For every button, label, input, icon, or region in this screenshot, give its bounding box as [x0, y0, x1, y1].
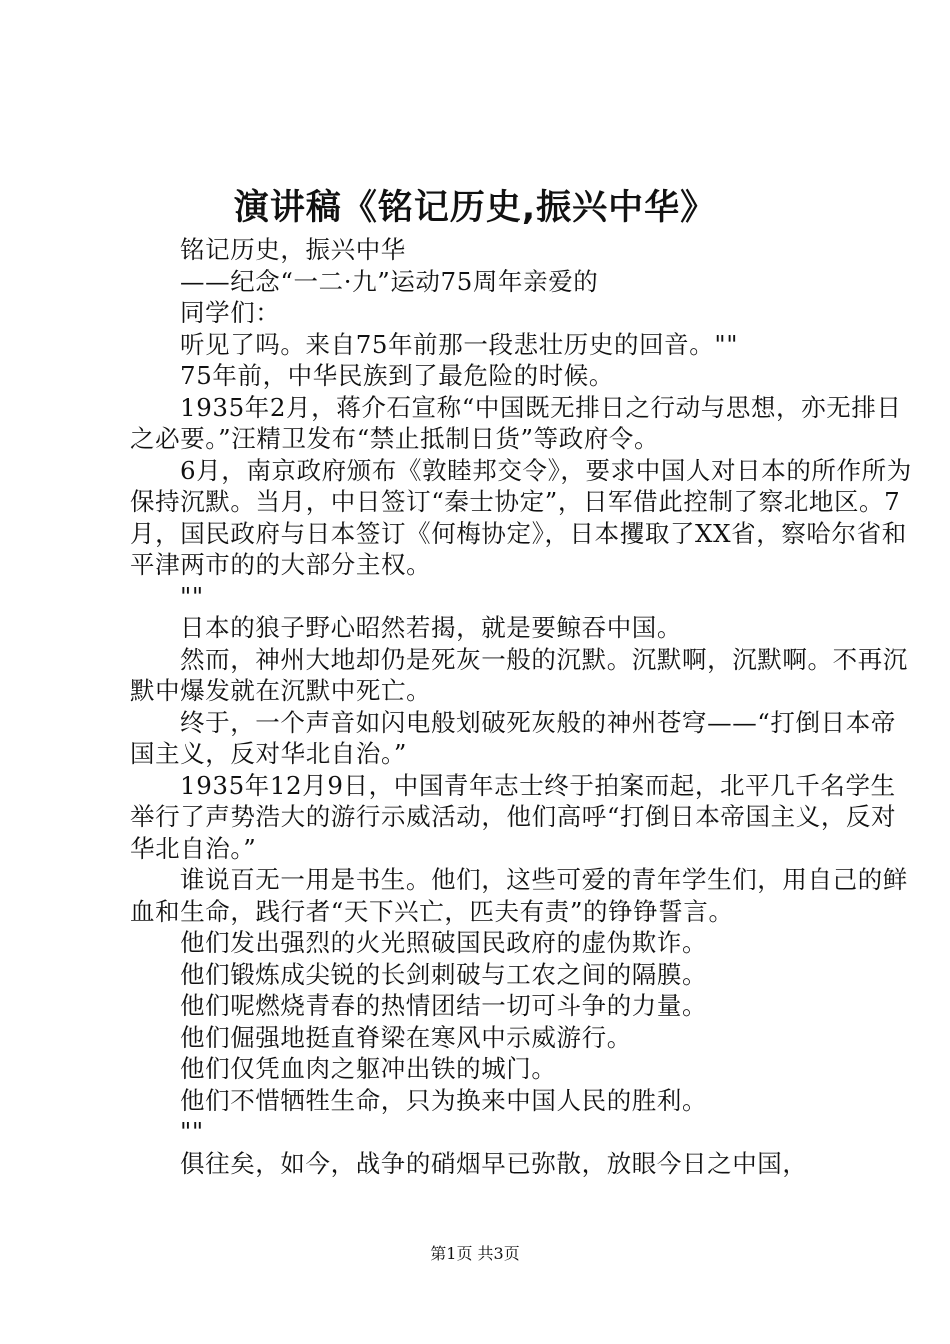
paragraph: 他们发出强烈的火光照破国民政府的虚伪欺诈。 [180, 928, 708, 957]
paragraph: 听见了吗。来自75年前那一段悲壮历史的回音。"" [180, 329, 739, 359]
paragraph: "" [180, 1117, 204, 1146]
paragraph: 1935年12月9日，中国青年志士终于拍案而起，北平几千名学生举行了声势浩大的游行示威活动，他们高呼“打倒日本帝国主义，反对华北自治。” [130, 770, 897, 863]
paragraph: 谁说百无一用是书生。他们，这些可爱的青年学生们，用自己的鲜血和生命，践行者“天下兴亡，匹夫有责”的铮铮誓言。 [130, 865, 908, 926]
paragraph: 日本的狼子野心昭然若揭，就是要鲸吞中国。 [180, 613, 682, 642]
paragraph: 6月，南京政府颁布《敦睦邦交令》，要求中国人对日本的所作所为保持沉默。当月，中日签订“秦士协定”，日军借此控制了察北地区。7月，国民政府与日本签订《何梅协定》，日本攫取了XX省，察哈尔省和平津两市的的大部分主权。 [130, 455, 912, 579]
paragraph: 同学们： [180, 298, 281, 327]
paragraph: 终于，一个声音如闪电般划破死灰般的神州苍穹——“打倒日本帝国主义，反对华北自治。” [130, 707, 896, 768]
paragraph: 1935年2月，蒋介石宣称“中国既无排日之行动与思想，亦无排日之必要。”汪精卫发布“禁止抵制日货”等政府令。 [130, 392, 902, 453]
document-body [130, 234, 920, 1179]
paragraph: 他们不惜牺牲生命，只为换来中国人民的胜利。 [180, 1085, 708, 1115]
paragraph: 他们呢燃烧青春的热情团结一切可斗争的力量。 [180, 991, 708, 1020]
page-footer: 第1页 共3页 [430, 1244, 520, 1263]
paragraph: 他们倔强地挺直脊梁在寒风中示威游行。 [180, 1022, 632, 1052]
paragraph: 他们锻炼成尖锐的长剑刺破与工农之间的隔膜。 [180, 959, 708, 989]
paragraph: 俱往矣，如今，战争的硝烟早已弥散，放眼今日之中国， [180, 1148, 808, 1178]
paragraph: 75年前，中华民族到了最危险的时候。 [180, 361, 614, 390]
paragraph: 铭记历史，振兴中华 [180, 235, 406, 264]
document-title: 演讲稿《铭记历史,振兴中华》 [233, 188, 717, 228]
paragraph: "" [180, 581, 204, 611]
paragraph: 他们仅凭血肉之躯冲出铁的城门。 [180, 1054, 557, 1083]
paragraph: 然而，神州大地却仍是死灰一般的沉默。沉默啊，沉默啊。不再沉默中爆发就在沉默中死亡。 [130, 644, 908, 705]
paragraph: ——纪念“一二·九”运动75周年亲爱的 [180, 266, 599, 296]
